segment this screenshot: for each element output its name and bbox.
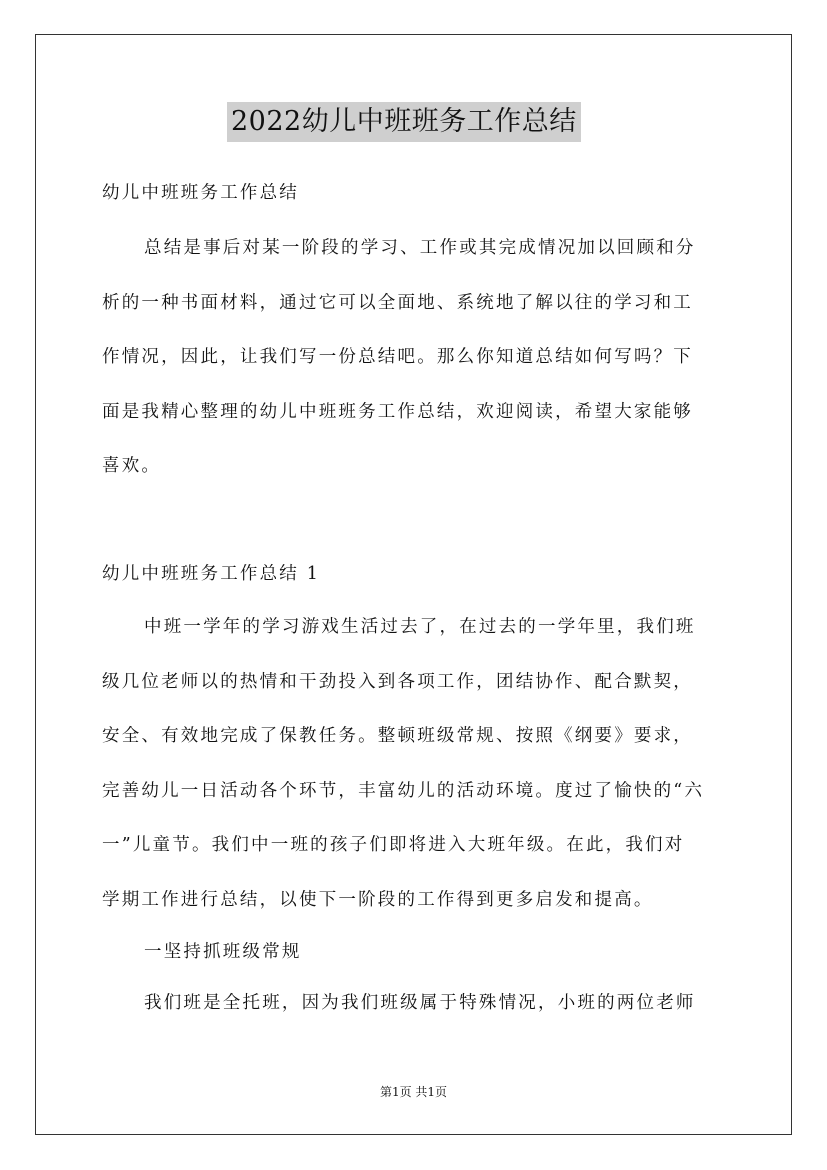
section1-line: 级几位老师以的热情和干劲投入到各项工作，团结协作、配合默契， <box>102 671 693 692</box>
document-title: 2022幼儿中班班务工作总结 <box>227 102 581 142</box>
intro-line: 总结是事后对某一阶段的学习、工作或其完成情况加以回顾和分 <box>144 238 696 258</box>
section1-line: 安全、有效地完成了保教任务。整顿班级常规、按照《纲要》要求， <box>102 726 693 747</box>
intro-line: 面是我精心整理的幼儿中班班务工作总结，欢迎阅读，希望大家能够 <box>102 401 693 422</box>
intro-line: 作情况，因此，让我们写一份总结吧。那么你知道总结如何写吗？下 <box>102 347 693 368</box>
section1-line: 学期工作进行总结，以使下一阶段的工作得到更多启发和提高。 <box>102 889 654 910</box>
section1-line: 一”儿童节。我们中一班的孩子们即将进入大班年级。在此，我们对 <box>102 835 685 856</box>
intro-line: 喜欢。 <box>102 456 162 477</box>
section1-heading: 幼儿中班班务工作总结 1 <box>102 564 321 584</box>
intro-heading: 幼儿中班班务工作总结 <box>102 183 299 203</box>
page-number-footer: 第1页 共1页 <box>379 1085 448 1099</box>
intro-line: 析的一种书面材料，通过它可以全面地、系统地了解以往的学习和工 <box>102 292 693 313</box>
intro-paragraph <box>102 221 728 494</box>
paragraph-3 <box>102 976 728 1031</box>
section1-line: 中班一学年的学习游戏生活过去了，在过去的一学年里，我们班 <box>144 617 696 637</box>
paragraph-3-line: 我们班是全托班，因为我们班级属于特殊情况，小班的两位老师 <box>144 993 696 1013</box>
section1-paragraph <box>102 600 728 928</box>
section1-line: 完善幼儿一日活动各个环节，丰富幼儿的活动环境。度过了愉快的“六 <box>102 780 705 801</box>
subheading-class-routine: 一坚持抓班级常规 <box>144 942 302 962</box>
